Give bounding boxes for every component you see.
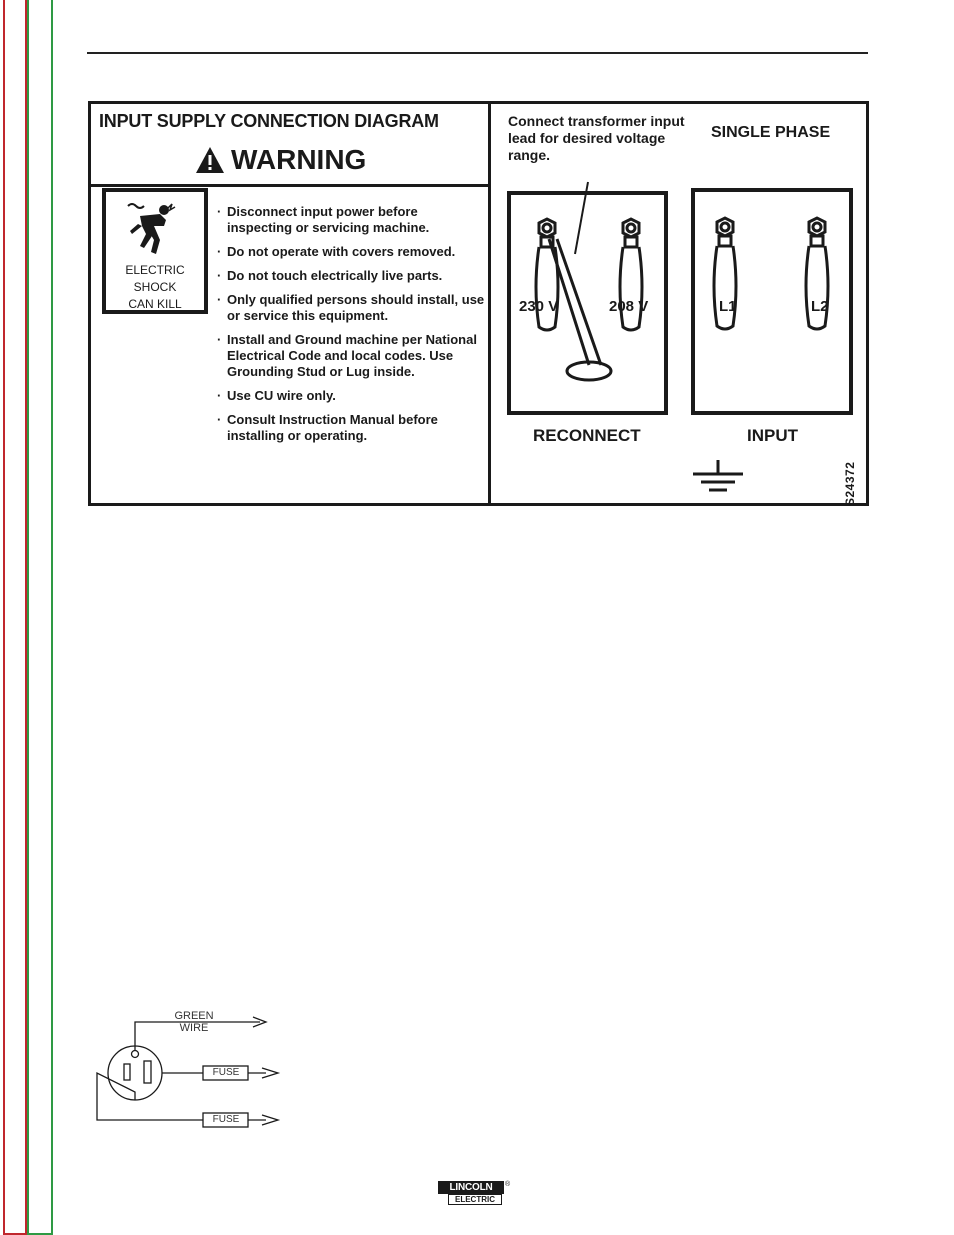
warning-bullet: · Consult Instruction Manual before installing or operating.: [217, 412, 485, 444]
label-divider-vertical: [488, 104, 491, 503]
diagram-title: INPUT SUPPLY CONNECTION DIAGRAM: [99, 111, 439, 131]
terminal-l1-label: L1: [719, 298, 737, 315]
single-phase-heading: SINGLE PHASE: [711, 124, 831, 141]
green-wire-line-2: WIRE: [179, 1022, 209, 1034]
ground-icon: [691, 460, 745, 496]
warning-bullet: · Use CU wire only.: [217, 388, 485, 404]
warning-bullet: · Do not operate with covers removed.: [217, 244, 485, 260]
header-rule: [87, 52, 868, 54]
logo-registered-mark: ®: [505, 1181, 511, 1188]
receptacle-wiring-diagram: [90, 1006, 290, 1134]
electric-shock-text: [106, 262, 204, 313]
shock-line-3: CAN KILL: [128, 297, 182, 311]
green-wire-line-1: GREEN: [174, 1010, 214, 1022]
warning-bullet: · Disconnect input power before inspecting or servicing machine.: [217, 204, 485, 236]
logo-electric: ELECTRIC: [448, 1194, 502, 1205]
electric-shock-icon: [120, 200, 190, 262]
electric-shock-pictogram: [102, 188, 208, 314]
green-wire-label: [168, 1010, 220, 1034]
terminal-230v-label: 230 V: [519, 298, 559, 315]
lincoln-electric-logo: [438, 1181, 514, 1207]
warning-heading: [195, 144, 366, 176]
warning-bullet: · Install and Ground machine per National Electrical Code and local codes. Use Grounding Stud or Lug inside.: [217, 332, 485, 380]
input-caption: INPUT: [747, 426, 798, 445]
warning-text: WARNING: [231, 144, 367, 175]
shock-line-2: SHOCK: [133, 280, 177, 294]
part-number: S24372: [843, 461, 857, 506]
warning-bullets: [217, 204, 485, 452]
warning-triangle-icon: [195, 146, 225, 174]
fuse-bottom-label: FUSE: [212, 1114, 240, 1125]
fuse-top-label: FUSE: [212, 1067, 240, 1078]
connect-note: Connect transformer input lead for desired voltage range.: [508, 113, 685, 163]
nav-bar-green[interactable]: [27, 0, 53, 1235]
warning-bullet: · Do not touch electrically live parts.: [217, 268, 485, 284]
connection-diagram-label: [88, 101, 869, 506]
reconnect-caption: RECONNECT: [533, 426, 641, 445]
input-terminal-box: [691, 188, 853, 415]
warning-bullet: · Only qualified persons should install, use or service this equipment.: [217, 292, 485, 324]
terminal-208v-label: 208 V: [609, 298, 649, 315]
terminal-l2-label: L2: [811, 298, 829, 315]
nav-bar-red[interactable]: [3, 0, 27, 1235]
logo-lincoln: LINCOLN: [438, 1181, 504, 1194]
label-divider-horizontal: [91, 184, 488, 187]
shock-line-1: ELECTRIC: [125, 263, 185, 277]
